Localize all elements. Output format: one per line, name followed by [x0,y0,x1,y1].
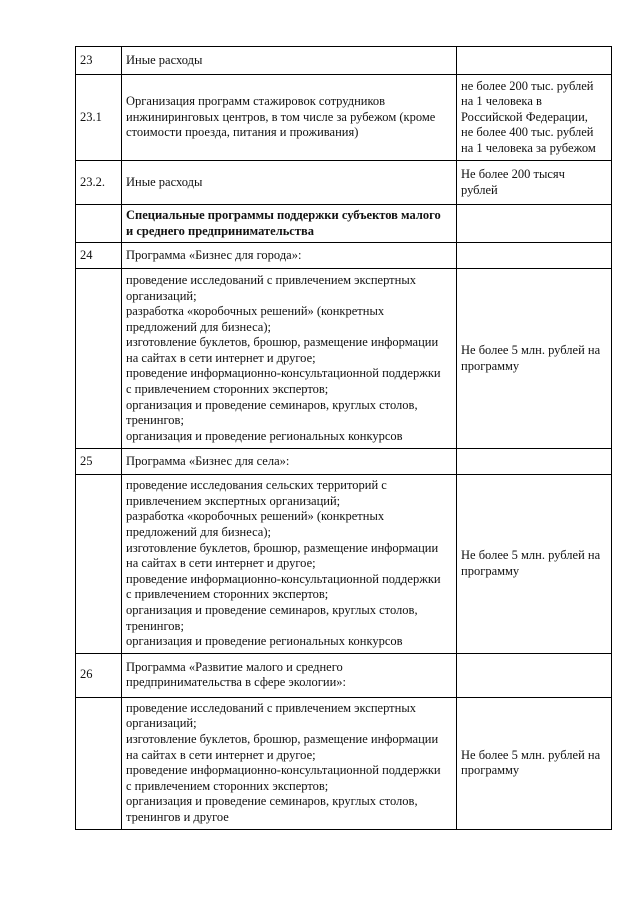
description-cell [122,449,457,475]
row-number-cell [76,449,122,475]
description-line: Специальные программы поддержки субъектов малого [126,208,441,222]
description-line: с привлечением сторонних экспертов; [126,778,329,793]
limit-line: программу [461,358,520,373]
description-line: Иные расходы [126,174,203,189]
description-cell [122,697,457,829]
description-line: Программа «Бизнес для города»: [126,247,302,262]
description-line: предпринимательства в сфере экологии»: [126,675,347,690]
description-line: разработка «коробочных решений» (конкретных [126,304,385,319]
section-header-row [76,205,612,243]
description-cell [122,269,457,449]
limit-cell [457,205,612,243]
description-line: проведение исследований с привлечением экспертных [126,272,416,287]
description-line: на сайтах в сети интернет и другое; [126,556,316,571]
limit-line: программу [461,563,520,578]
description-line: организация и проведение региональных конкурсов [126,428,403,443]
row-number: 23 [80,52,93,67]
row-number-cell [76,161,122,205]
description-line: Программа «Бизнес для села»: [126,453,290,468]
description-line: на сайтах в сети интернет и другое; [126,350,316,365]
limit-line: Не более 5 млн. рублей на [461,343,601,358]
description-line: проведение информационно-консультационной поддержки [126,763,441,778]
expense-limits-table [75,46,612,830]
description-line: предложений для бизнеса); [126,319,271,334]
description-line: с привлечением сторонних экспертов; [126,587,329,602]
row-number-cell [76,653,122,697]
description-line: тренингов; [126,618,184,633]
description-line: Программа «Развитие малого и среднего [126,659,343,674]
description-line: проведение информационно-консультационной поддержки [126,571,441,586]
limit-cell [457,697,612,829]
limit-line: Не более 5 млн. рублей на [461,747,601,762]
row-number-cell [76,475,122,654]
description-line: предложений для бизнеса); [126,524,271,539]
table-row [76,47,612,75]
limit-cell [457,243,612,269]
row-number: 23.1 [80,109,102,124]
limit-cell [457,653,612,697]
row-number-cell [76,269,122,449]
description-cell [122,475,457,654]
table-row [76,653,612,697]
row-number-cell [76,75,122,161]
description-line: изготовление буклетов, брошюр, размещение информации [126,540,439,555]
description-cell [122,205,457,243]
description-line: организаций; [126,716,197,731]
table-row [76,161,612,205]
limit-cell [457,475,612,654]
description-line: изготовление буклетов, брошюр, размещение информации [126,335,439,350]
table-body [76,47,612,830]
description-line: тренингов; [126,413,184,428]
table-row [76,449,612,475]
description-line: на сайтах в сети интернет и другое; [126,747,316,762]
row-number: 26 [80,667,93,682]
description-line: проведение исследований с привлечением экспертных [126,700,416,715]
description-cell [122,161,457,205]
description-line: и среднего предпринимательства [126,223,315,238]
detail-row [76,475,612,654]
limit-cell [457,161,612,205]
limit-line: программу [461,763,520,778]
limit-cell [457,269,612,449]
description-line: организаций; [126,288,197,303]
detail-row [76,697,612,829]
limit-line: Не более 5 млн. рублей на [461,548,601,563]
description-line: с привлечением сторонних экспертов; [126,382,329,397]
table-row [76,75,612,161]
limit-line: не более 200 тыс. рублей [461,78,594,93]
detail-row [76,269,612,449]
description-line: проведение информационно-консультационной поддержки [126,366,441,381]
description-line: разработка «коробочных решений» (конкретных [126,509,385,524]
limit-line: Не более 200 тысяч [461,166,565,181]
description-cell [122,243,457,269]
description-cell [122,653,457,697]
table-row [76,243,612,269]
limit-cell [457,47,612,75]
description-cell [122,75,457,161]
row-number: 25 [80,453,93,468]
description-line: привлечением экспертных организаций; [126,493,341,508]
description-line: организация и проведение региональных конкурсов [126,634,403,649]
row-number-cell [76,243,122,269]
description-line: Организация программ стажировок сотрудников [126,94,386,109]
row-number: 24 [80,247,93,262]
limit-line: рублей [461,182,498,197]
row-number-cell [76,205,122,243]
row-number: 23.2. [80,174,105,189]
description-line: проведение исследования сельских территорий с [126,478,387,493]
description-cell [122,47,457,75]
limit-line: на 1 человека в [461,94,542,109]
row-number-cell [76,697,122,829]
description-line: стоимости проезда, питания и проживания) [126,125,359,140]
limit-cell [457,75,612,161]
description-line: инжиниринговых центров, в том числе за рубежом (кроме [126,109,436,124]
limit-line: не более 400 тыс. рублей [461,125,594,140]
description-line: Иные расходы [126,52,203,67]
row-number-cell [76,47,122,75]
description-line: организация и проведение семинаров, круглых столов, [126,602,418,617]
description-line: изготовление буклетов, брошюр, размещение информации [126,732,439,747]
description-line: организация и проведение семинаров, круглых столов, [126,794,418,809]
description-line: тренингов и другое [126,810,229,824]
limit-line: Российской Федерации, [461,109,588,124]
description-line: организация и проведение семинаров, круглых столов, [126,397,418,412]
limit-line: на 1 человека за рубежом [461,140,596,155]
limit-cell [457,449,612,475]
